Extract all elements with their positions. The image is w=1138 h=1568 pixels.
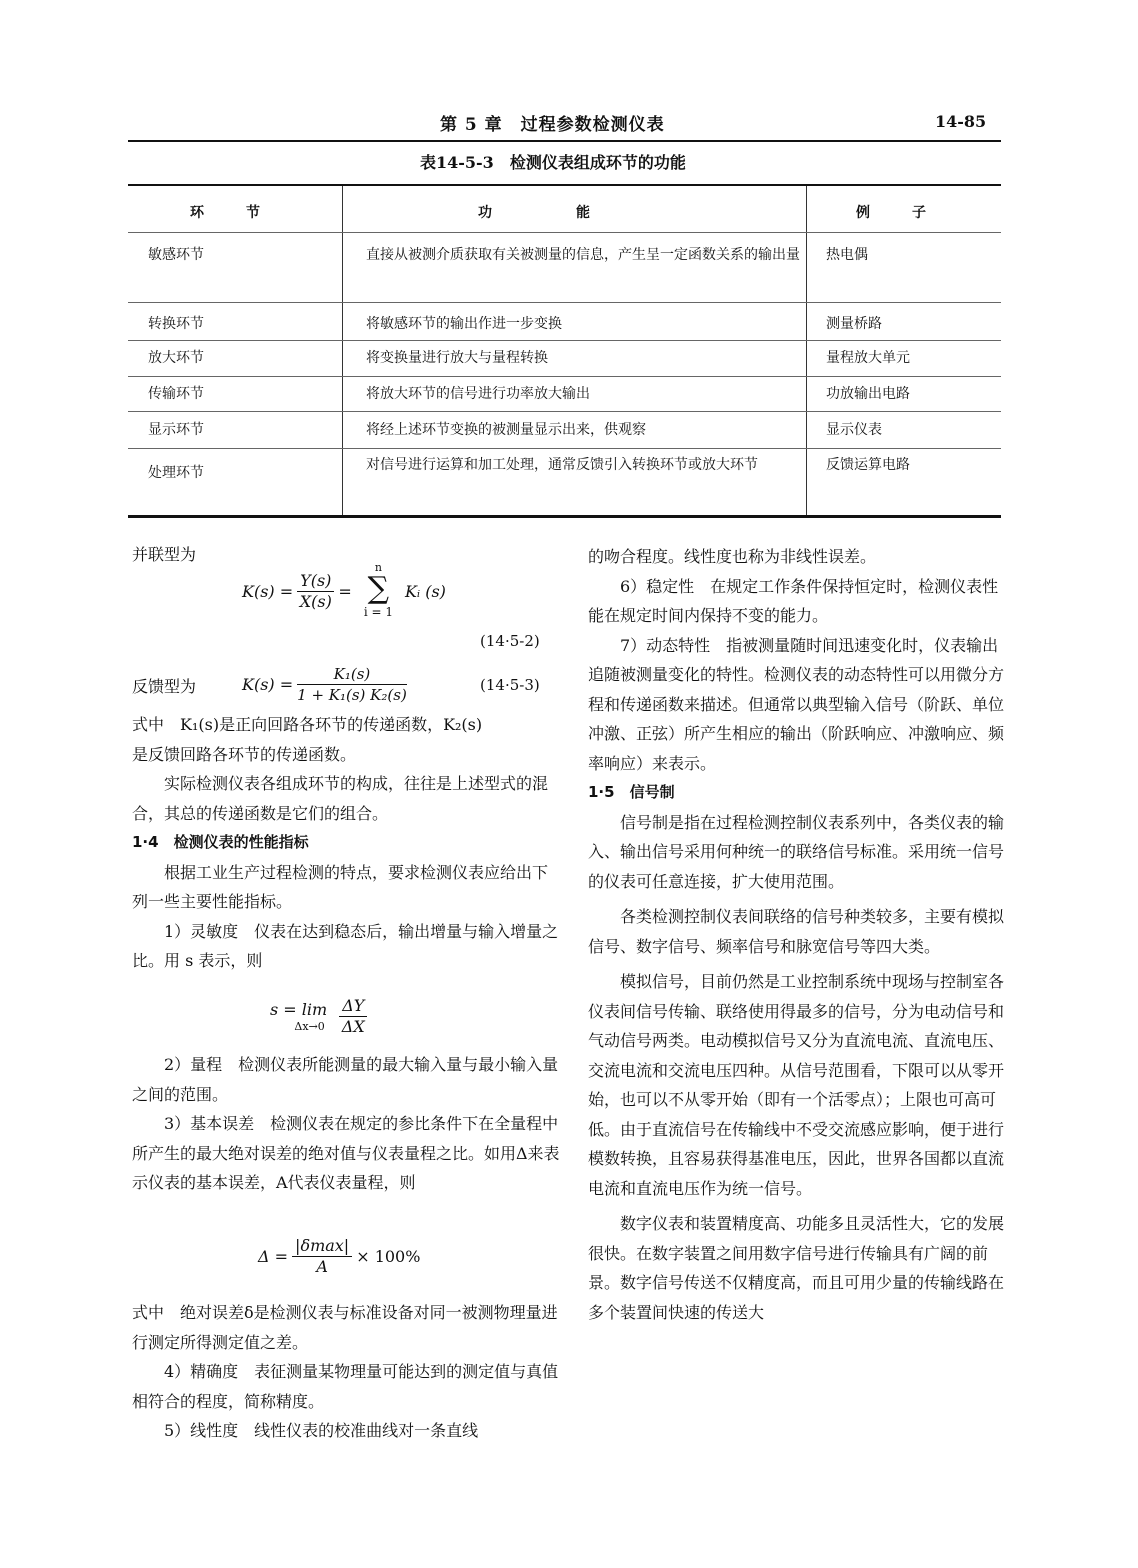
eq-d-rhs: × 100%: [356, 1247, 421, 1266]
table-column-divider: [342, 186, 343, 515]
eq3-fraction: [297, 664, 407, 705]
table-cell-function: 对信号进行运算和加工处理，通常反馈引入转换环节或放大环节: [366, 457, 758, 473]
paragraph: 根据工业生产过程检测的特点，要求检测仪表应给出下列一些主要性能指标。: [132, 862, 549, 911]
list-item-linearity: 5）线性度 线性仪表的校准曲线对一条直线: [164, 1421, 479, 1440]
paragraph: 信号制是指在过程检测控制仪表系列中，各类仪表的输入、输出信号采用何种统一的联络信号标准。采用统一信号的仪表可任意连接，扩大使用范围。: [588, 812, 1005, 891]
table-row-divider: [128, 376, 1001, 377]
paragraph-continued: 的吻合程度。线性度也称为非线性误差。: [588, 547, 877, 566]
equation-14-5-2: [242, 562, 446, 620]
eq-d-lhs: Δ =: [258, 1247, 289, 1266]
where-clause: 是反馈回路各环节的传递函数。: [132, 744, 357, 764]
table-top-rule: [128, 184, 1001, 186]
eq-s-numerator: ΔY: [339, 996, 367, 1017]
right-column-body: [588, 542, 1008, 1327]
running-header-title: 第 5 章 过程参数检测仪表: [440, 115, 665, 135]
feedback-label: 反馈型为: [132, 677, 197, 696]
table-cell-function: 将放大环节的信号进行功率放大输出: [366, 386, 590, 402]
table-row-divider: [128, 411, 1001, 412]
eq2-term: Kᵢ (s): [404, 581, 446, 601]
table-cell-function: 直接从被测介质获取有关被测量的信息，产生呈一定函数关系的输出量: [366, 247, 800, 263]
table-row-divider: [128, 448, 1001, 449]
table-cell-function: 将经上述环节变换的被测量显示出来，供观察: [366, 422, 646, 438]
eq-d-numerator: |δmax|: [292, 1236, 352, 1257]
eq-s-denominator: ΔX: [341, 1017, 365, 1036]
eq-s-fraction: [339, 996, 367, 1037]
eq2-lhs: K(s) =: [242, 581, 294, 601]
equation-basic-error: [258, 1236, 420, 1277]
paragraph: 实际检测仪表各组成环节的构成，往往是上述型式的混合，其总的传递函数是它们的组合。: [132, 774, 549, 823]
table-cell-stage: 转换环节: [148, 316, 204, 332]
eq3-lhs: K(s) =: [242, 675, 294, 694]
table-cell-example: 热电偶: [826, 247, 868, 263]
list-item-basic-error: 3）基本误差 检测仪表在规定的参比条件下在全量程中所产生的最大绝对误差的绝对值与仪表量程之比。如用Δ来表示仪表的基本误差，A代表仪表量程，则: [132, 1114, 560, 1192]
eq-d-fraction: [292, 1236, 352, 1277]
section-heading-1-4: 1·4 检测仪表的性能指标: [132, 833, 309, 851]
eq2-equals: =: [338, 581, 352, 601]
equation-14-5-3: [242, 664, 407, 705]
table-header-function: 功 能: [478, 205, 590, 221]
eq2-summation: [364, 562, 393, 620]
list-item-dynamics: 7）动态特性 指被测量随时间迅速变化时，仪表输出追随被测量变化的特性。检测仪表的动态特性可以用微分方程和传递函数来描述。但通常以典型输入信号（阶跃、单位冲激、正弦）所产生相应的输出（阶跃响应、冲激响应、频率响应）来表示。: [588, 635, 1005, 773]
eq2-denominator: X(s): [299, 591, 332, 611]
eq2-numerator: Y(s): [297, 571, 334, 592]
table-cell-stage: 处理环节: [148, 465, 204, 481]
paragraph: 模拟信号，目前仍然是工业控制系统中现场与控制室各仪表间信号传输、联络使用得最多的信号，分为电动信号和气动信号两类。电动模拟信号又分为直流电流、直流电压、交流电流和交流电压四种。从信号范围看，下限可以从零开始，也可以不从零开始（即有一个活零点）；上限也可高可低。由于直流信号在传输线中不受交流感应影响，便于进行模数转换，且容易获得基准电压，因此，世界各国都以直流电流和直流电压作为统一信号。: [588, 972, 1005, 1198]
equation-number: (14·5-2): [480, 632, 540, 650]
eq2-sum-upper: n: [374, 561, 382, 574]
table-cell-stage: 传输环节: [148, 386, 204, 402]
eq3-numerator: K₁(s): [297, 664, 407, 685]
table-cell-stage: 放大环节: [148, 350, 204, 366]
table-row-divider: [128, 232, 1001, 233]
paragraph: 数字仪表和装置精度高、功能多且灵活性大，它的发展很快。在数字装置之间用数字信号进行传输具有广阔的前景。数字信号传送不仅精度高，而且可用少量的传输线路在多个装置间快速的传送大: [588, 1214, 1005, 1322]
table-column-divider: [806, 186, 807, 515]
list-item-stability: 6）稳定性 在规定工作条件保持恒定时，检测仪表性能在规定时间内保持不变的能力。: [588, 576, 999, 625]
table-cell-stage: 敏感环节: [148, 247, 204, 263]
eq-s-subscript: Δx→0: [294, 1019, 325, 1033]
where-clause: 式中 K₁(s)是正向回路各环节的传递函数，K₂(s): [132, 715, 483, 734]
table-header-stage: 环 节: [190, 205, 260, 221]
eq2-sum-lower: i = 1: [363, 605, 393, 619]
sigma-symbol: ∑: [367, 571, 390, 606]
left-column-body: [132, 710, 560, 976]
table-bottom-rule: [128, 515, 1001, 518]
list-item-range: 2）量程 检测仪表所能测量的最大输入量与最小输入量之间的范围。: [132, 1055, 559, 1104]
list-item-accuracy: 4）精确度 表征测量某物理量可能达到的测定值与真值相符合的程度，简称精度。: [132, 1362, 559, 1411]
list-item-sensitivity: 1）灵敏度 仪表在达到稳态后，输出增量与输入增量之比。用 s 表示，则: [132, 921, 559, 970]
table-cell-example: 量程放大单元: [826, 350, 910, 366]
eq2-fraction: [297, 571, 334, 612]
table-row-divider: [128, 340, 1001, 341]
where-clause-delta: 式中 绝对误差δ是检测仪表与标准设备对同一被测物理量进行测定所得测定值之差。: [132, 1303, 558, 1352]
section-heading-1-5: 1·5 信号制: [588, 783, 675, 801]
left-column-body-3: [132, 1298, 560, 1446]
equation-number: (14·5-3): [480, 676, 540, 694]
table-cell-example: 反馈运算电路: [826, 457, 910, 473]
eq-s-lhs: s = lim: [270, 999, 328, 1019]
table-cell-function: 将变换量进行放大与量程转换: [366, 350, 548, 366]
left-column-body-2: [132, 1050, 560, 1198]
eq3-denominator: 1 + K₁(s) K₂(s): [297, 686, 407, 704]
table-header-example: 例 子: [856, 205, 926, 221]
equation-sensitivity: [270, 996, 367, 1037]
table-cell-function: 将敏感环节的输出作进一步变换: [366, 316, 562, 332]
paragraph: 各类检测控制仪表间联络的信号种类较多，主要有模拟信号、数字信号、频率信号和脉宽信号等四大类。: [588, 907, 1005, 956]
eq-d-denominator: A: [316, 1257, 328, 1276]
table-row-divider: [128, 302, 1001, 303]
lim-block: [270, 1000, 327, 1034]
table-cell-example: 测量桥路: [826, 316, 882, 332]
header-rule: [128, 140, 1001, 142]
table-cell-stage: 显示环节: [148, 422, 204, 438]
page-number: 14-85: [935, 112, 987, 131]
table-cell-example: 显示仪表: [826, 422, 882, 438]
parallel-label: 并联型为: [132, 545, 197, 564]
table-caption: 表14-5-3 检测仪表组成环节的功能: [420, 153, 686, 172]
table-cell-example: 功放输出电路: [826, 386, 910, 402]
